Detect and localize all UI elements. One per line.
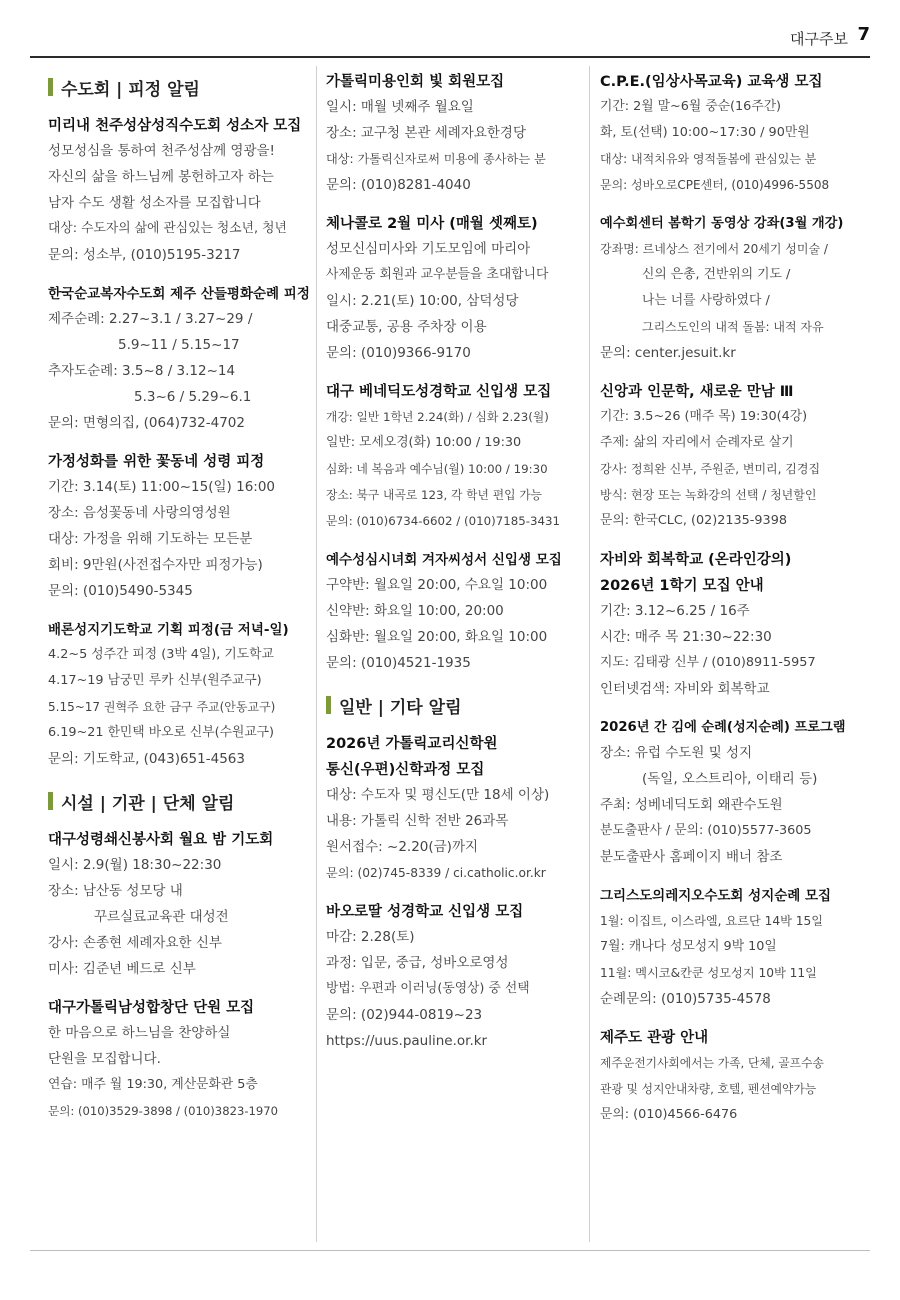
- notice-line: 방식: 현장 또는 녹화강의 선택 / 청년할인: [600, 488, 817, 502]
- notice-block: [600, 1026, 862, 1128]
- notice-line: 성모신심미사와 기도모임에 마리아: [326, 241, 531, 257]
- notice-title: 배론성지기도학교 기획 피정(금 저녁-일): [48, 622, 289, 638]
- notice-line: 대중교통, 공용 주차장 이용: [326, 319, 487, 335]
- notice-line: 대상: 수도자 및 평신도(만 18세 이상): [326, 787, 550, 803]
- notice-line: 일반: 모세오경(화) 10:00 / 19:30: [326, 435, 522, 450]
- notice-line: 내용: 가톨릭 신학 전반 26과목: [326, 813, 509, 829]
- notice-title: 예수성심시녀회 겨자씨성서 신입생 모집: [326, 552, 562, 568]
- notice-title: 가톨릭미용인회 빛 회원모집: [326, 74, 505, 90]
- notice-block: [600, 884, 862, 1012]
- notice-title: 대구 베네딕도성경학교 신입생 모집: [326, 384, 552, 400]
- notice-line: 그리스도인의 내적 돌봄: 내적 자유: [642, 320, 824, 334]
- notice-line: 기간: 3.14(토) 11:00~15(일) 16:00: [48, 479, 276, 495]
- section-bar-icon: [48, 792, 53, 810]
- notice-line: 강사: 손종현 세례자요한 신부: [48, 935, 222, 951]
- notice-line: 4.2~5 성주간 피정 (3박 4일), 기도학교: [48, 647, 274, 662]
- notice-line: 주최: 성베네딕도회 왜관수도원: [600, 797, 783, 813]
- notice-title: 대구가톨릭남성합창단 단원 모집: [48, 1000, 255, 1016]
- notice-line: 문의: (010)6734-6602 / (010)7185-3431: [326, 514, 561, 528]
- notice-title: 대구성령쇄신봉사회 월요 밤 기도회: [48, 832, 274, 848]
- section-header: 일반 | 기타 알림: [326, 690, 588, 720]
- bulletin-name: 대구주보: [790, 30, 848, 48]
- notice-line: 문의: (02)745-8339 / ci.catholic.or.kr: [326, 866, 546, 880]
- notice-line: 7월: 캐나다 성모성지 9박 10일: [600, 939, 777, 954]
- notice-line: 추자도순례: 3.5~8 / 3.12~14: [48, 363, 236, 379]
- footer-rule: [30, 1250, 870, 1251]
- notice-line: 일시: 2.21(토) 10:00, 삼덕성당: [326, 293, 519, 309]
- notice-line: 마감: 2.28(토): [326, 929, 415, 945]
- notice-line: 지도: 김태광 신부 / (010)8911-5957: [600, 655, 816, 670]
- notice-line: 문의: center.jesuit.kr: [600, 345, 736, 361]
- notice-line: 원서접수: ~2.20(금)까지: [326, 839, 479, 855]
- section-header: 시설 | 기관 | 단체 알림: [48, 786, 310, 816]
- notice-block: [326, 212, 588, 366]
- notice-line: 일시: 2.9(월) 18:30~22:30: [48, 857, 222, 873]
- notice-title: 2026년 가톨릭교리신학원: [326, 736, 498, 752]
- notice-line: 기간: 2월 말~6월 중순(16주간): [600, 99, 782, 114]
- notice-line: 연습: 매주 월 19:30, 계산문화관 5층: [48, 1077, 258, 1092]
- notice-line: 장소: 북구 내곡로 123, 각 학년 편입 가능: [326, 488, 543, 502]
- section-bar-icon: [48, 78, 53, 96]
- notice-line: 제주운전기사회에서는 가족, 단체, 골프수송: [600, 1056, 824, 1070]
- notice-line: 제주순례: 2.27~3.1 / 3.27~29 /: [48, 311, 253, 327]
- notice-line: 관광 및 성지안내차량, 호텔, 펜션예약가능: [600, 1082, 817, 1096]
- notice-line: 장소: 음성꽃동네 사랑의영성원: [48, 505, 231, 521]
- section-header: 수도회 | 피정 알림: [48, 72, 310, 102]
- notice-title: 신앙과 인문학, 새로운 만남 Ⅲ: [600, 384, 794, 400]
- notice-line: 대상: 내적치유와 영적돌봄에 관심있는 분: [600, 152, 817, 166]
- notice-line: 강좌명: 르네상스 전기에서 20세기 성미술 /: [600, 242, 828, 256]
- notice-line: 미사: 김준년 베드로 신부: [48, 961, 196, 977]
- notice-line: 방법: 우편과 이러닝(동영상) 중 선택: [326, 981, 530, 996]
- notice-line: 대상: 가정을 위해 기도하는 모든분: [48, 531, 253, 547]
- notice-line: 신의 은총, 건반위의 기도 /: [642, 267, 791, 282]
- notice-title: 예수회센터 봄학기 동영상 강좌(3월 개강): [600, 216, 844, 231]
- notice-block: [600, 716, 862, 870]
- notice-line: 기간: 3.12~6.25 / 16주: [600, 603, 750, 619]
- notice-line: 회비: 9만원(사전접수자만 피정가능): [48, 557, 263, 573]
- notice-line: 문의: 면형의집, (064)732-4702: [48, 415, 245, 431]
- notice-line: 문의: (010)9366-9170: [326, 345, 471, 361]
- notice-line: 6.19~21 한민택 바오로 신부(수원교구): [48, 725, 275, 740]
- notice-line: 분도출판사 / 문의: (010)5577-3605: [600, 823, 812, 838]
- notice-title: 체나콜로 2월 미사 (매월 셋째토): [326, 216, 538, 232]
- notice-block: [600, 548, 862, 702]
- page-header: [30, 22, 870, 58]
- notice-line: 나는 너를 사랑하였다 /: [642, 293, 770, 308]
- notice-line: 문의: 기도학교, (043)651-4563: [48, 751, 245, 767]
- notice-line: 순례문의: (010)5735-4578: [600, 991, 771, 1007]
- notice-block: [48, 282, 310, 436]
- notice-line: 분도출판사 홈페이지 배너 참조: [600, 849, 783, 865]
- notice-block: [326, 70, 588, 198]
- notice-line: 문의: (010)4521-1935: [326, 655, 471, 671]
- column-1: [48, 68, 310, 1138]
- notice-line: 단원을 모집합니다.: [48, 1051, 161, 1067]
- notice-title: 2026년 간 김에 순례(성지순례) 프로그램: [600, 720, 846, 735]
- notice-line: 인터넷검색: 자비와 회복학교: [600, 681, 770, 697]
- section-bar-icon: [326, 696, 331, 714]
- notice-line: 화, 토(선택) 10:00~17:30 / 90만원: [600, 125, 810, 140]
- notice-line: 기간: 3.5~26 (매주 목) 19:30(4강): [600, 409, 808, 424]
- notice-line: 심화: 네 복음과 예수님(월) 10:00 / 19:30: [326, 462, 548, 476]
- notice-line: 문의: (010)5490-5345: [48, 583, 193, 599]
- notice-line: 사제운동 회원과 교우분들을 초대합니다: [326, 267, 549, 282]
- notice-line: 시간: 매주 목 21:30~22:30: [600, 629, 772, 645]
- notice-title: 미리내 천주성삼성직수도회 성소자 모집: [48, 118, 302, 134]
- notice-title: 한국순교복자수도회 제주 산들평화순례 피정: [48, 286, 310, 302]
- notice-line: (독일, 오스트리아, 이태리 등): [642, 771, 818, 787]
- notice-line: 문의: 성소부, (010)5195-3217: [48, 247, 241, 263]
- notice-block: [326, 380, 588, 534]
- page-number: 7: [857, 24, 870, 45]
- notice-line: 과정: 입문, 중급, 성바오로영성: [326, 955, 509, 971]
- notice-line: 문의: 성바오로CPE센터, (010)4996-5508: [600, 178, 830, 192]
- notice-title: 그리스도의레지오수도회 성지순례 모집: [600, 888, 832, 904]
- notice-block: [600, 212, 862, 366]
- notice-line: 문의: (02)944-0819~23: [326, 1007, 483, 1023]
- notice-line: 개강: 일반 1학년 2.24(화) / 심화 2.23(월): [326, 410, 549, 424]
- notice-line: 꾸르실료교육관 대성전: [94, 909, 229, 925]
- notice-block: [600, 70, 862, 198]
- notice-line: 장소: 유럽 수도원 및 성지: [600, 745, 753, 761]
- notice-line: 심화반: 월요일 20:00, 화요일 10:00: [326, 629, 548, 645]
- notice-title: 자비와 회복학교 (온라인강의): [600, 552, 792, 568]
- notice-line: 신약반: 화요일 10:00, 20:00: [326, 603, 504, 619]
- notice-line: 문의: 한국CLC, (02)2135-9398: [600, 513, 787, 528]
- notice-block: [600, 380, 862, 534]
- notice-line: 구약반: 월요일 20:00, 수요일 10:00: [326, 577, 548, 593]
- notice-title: 제주도 관광 안내: [600, 1030, 709, 1046]
- notice-title: 통신(우편)신학과정 모집: [326, 762, 485, 778]
- notice-block: [326, 900, 588, 1054]
- notice-line: 성모성심을 통하여 천주성삼께 영광을!: [48, 143, 275, 159]
- column-2: [326, 68, 588, 1068]
- notice-line: 11월: 멕시코&칸쿤 성모성지 10박 11일: [600, 966, 817, 980]
- notice-block: [326, 548, 588, 676]
- notice-title: C.P.E.(임상사목교육) 교육생 모집: [600, 74, 823, 90]
- notice-block: [48, 450, 310, 604]
- column-3: [600, 68, 862, 1142]
- notice-block: [326, 732, 588, 886]
- notice-block: [48, 828, 310, 982]
- notice-title: 2026년 1학기 모집 안내: [600, 578, 764, 594]
- column-divider: [316, 66, 317, 1242]
- notice-block: [48, 618, 310, 772]
- notice-line: 남자 수도 생활 성소자를 모집합니다: [48, 195, 261, 211]
- notice-line: 문의: (010)8281-4040: [326, 177, 471, 193]
- notice-line: 장소: 교구청 본관 세례자요한경당: [326, 125, 526, 141]
- notice-line: 5.3~6 / 5.29~6.1: [134, 389, 252, 405]
- notice-block: [48, 114, 310, 268]
- notice-line: 주제: 삶의 자리에서 순례자로 살기: [600, 435, 794, 450]
- notice-block: [48, 996, 310, 1124]
- notice-line: 장소: 남산동 성모당 내: [48, 883, 183, 899]
- notice-line: 대상: 수도자의 삶에 관심있는 청소년, 청년: [48, 221, 287, 236]
- notice-line: 문의: (010)4566-6476: [600, 1107, 738, 1122]
- column-divider: [589, 66, 590, 1242]
- notice-line: 일시: 매월 넷째주 월요일: [326, 99, 474, 115]
- notice-title: 바오로딸 성경학교 신입생 모집: [326, 904, 524, 920]
- notice-line: 문의: (010)3529-3898 / (010)3823-1970: [48, 1104, 279, 1118]
- notice-line: 한 마음으로 하느님을 찬양하실: [48, 1025, 231, 1041]
- website-link[interactable]: https://uus.pauline.or.kr: [326, 1033, 488, 1049]
- notice-line: 4.17~19 남궁민 루카 신부(원주교구): [48, 673, 262, 688]
- notice-line: 자신의 삶을 하느님께 봉헌하고자 하는: [48, 169, 274, 185]
- notice-line: 5.9~11 / 5.15~17: [118, 337, 240, 353]
- notice-line: 강사: 정희완 신부, 주원준, 변미리, 김경집: [600, 462, 821, 476]
- notice-title: 가정성화를 위한 꽃동네 성령 피정: [48, 454, 265, 470]
- notice-line: 5.15~17 권혁주 요한 금구 주교(안동교구): [48, 700, 276, 714]
- notice-line: 대상: 가톨릭신자로써 미용에 종사하는 분: [326, 152, 546, 166]
- notice-line: 1월: 이집트, 이스라엘, 요르단 14박 15일: [600, 914, 824, 928]
